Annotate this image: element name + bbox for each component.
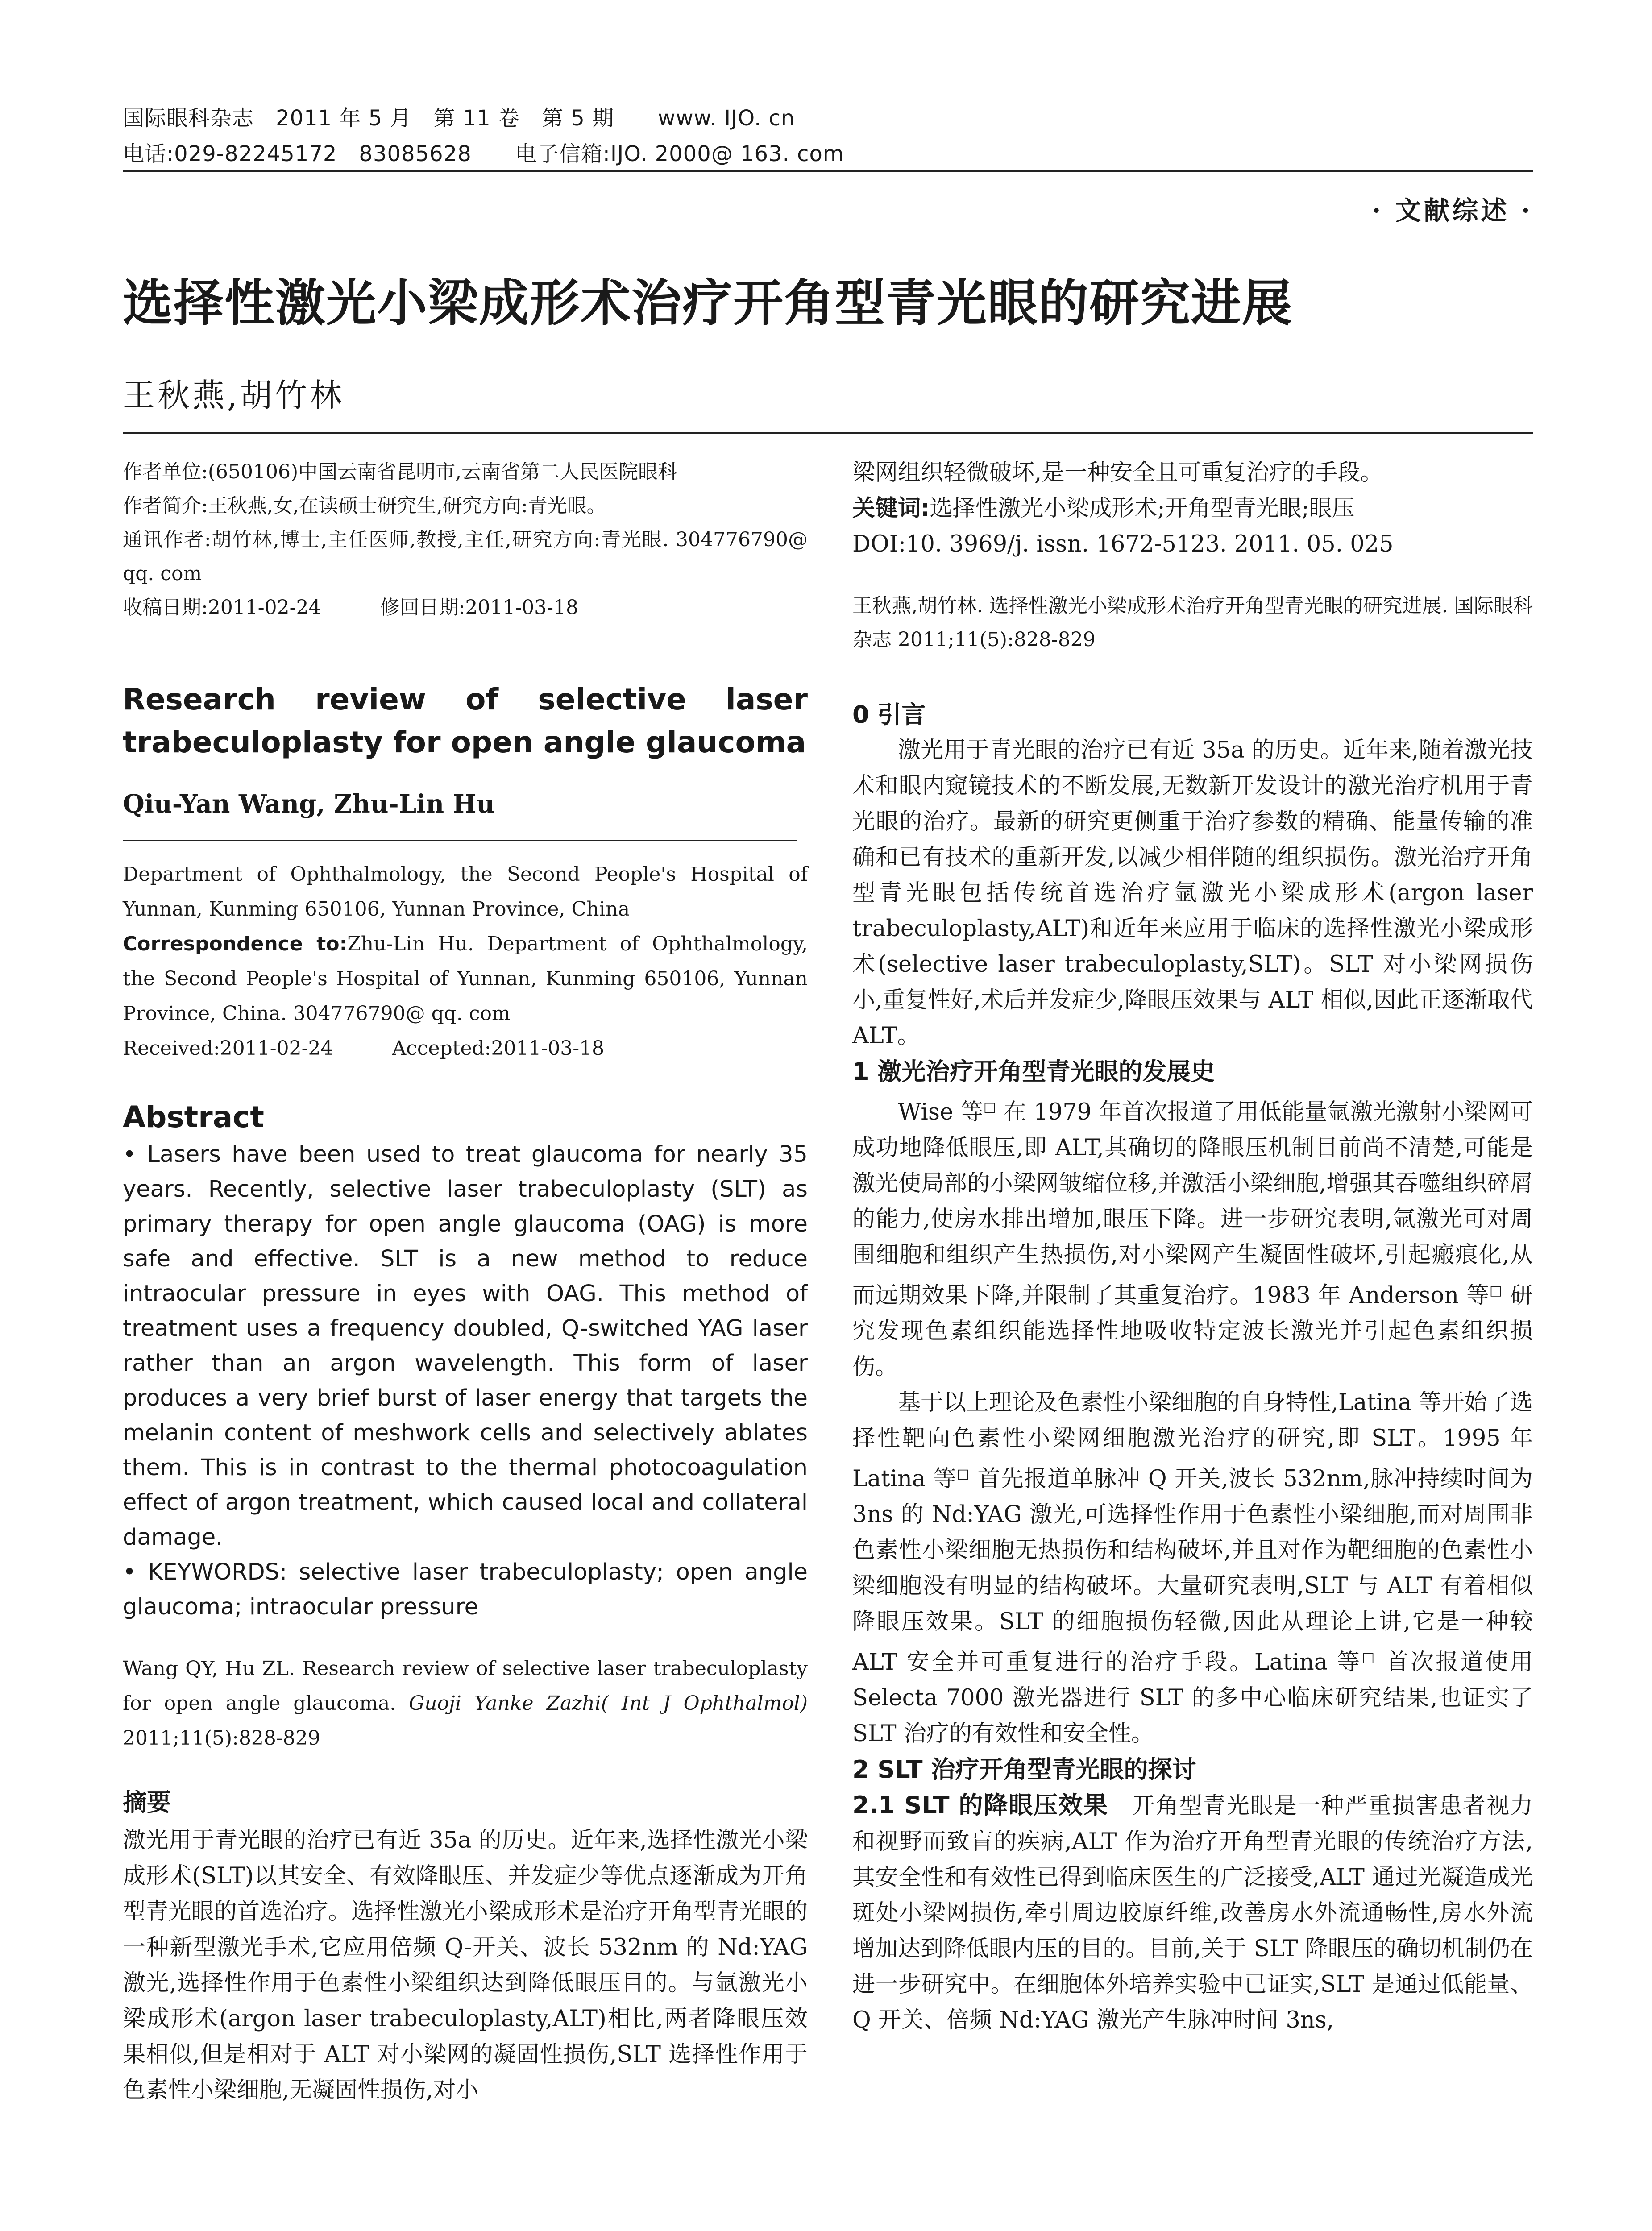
header-divider [123, 170, 1533, 172]
paragraph-segment: 研究发现色素组织能选择性地吸收特定波长激光并引起色素组织损伤。 [852, 1282, 1533, 1380]
citation-volume: 2011;11(5):828-829 [123, 1727, 320, 1750]
paragraph-segment: 首先报道单脉冲 Q 开关,波长 532nm,脉冲持续时间为 3ns 的 Nd:YAG 激光,可选择性作用于色素性小梁细胞,而对周围非色素性小梁细胞无热损伤和结构破坏,并且对作为靶细胞的色素性小梁细胞没有明显的结构破坏。大量研究表明,SLT 与 ALT 有着相似降眼压效果。SLT 的细胞损伤轻微,因此从理论上讲,它是一种较 ALT 安全并可重复进行的治疗手段。Latina 等 [852, 1466, 1533, 1675]
section-1-paragraph-1 [852, 1090, 1533, 1385]
abstract-heading: Abstract [123, 1100, 264, 1134]
english-title: Research review of selective laser trabeculoplasty for open angle glaucoma [123, 682, 808, 759]
section-0-heading: 0 引言 [852, 701, 926, 729]
affiliation: 作者单位:(650106)中国云南省昆明市,云南省第二人民医院眼科 [123, 460, 678, 483]
article-title: 选择性激光小梁成形术治疗开角型青光眼的研究进展 [123, 274, 1293, 332]
english-correspondence [123, 927, 808, 1031]
journal-header [123, 100, 1533, 172]
section-2-1-text: 开角型青光眼是一种严重损害患者视力和视野而致盲的疾病,ALT 作为治疗开角型青光眼的传统治疗方法,其安全性和有效性已得到临床医生的广泛接受,ALT 通过光凝造成光斑处小梁网损伤,牵引周边胶原纤维,改善房水外流通畅性,房水外流增加达到降低眼内压的目的。目前,关于 SLT 降眼压的确切机制仍在进一步研究中。在细胞体外培养实验中已证实,SLT 是通过低能量、Q 开关、倍频 Nd:YAG 激光产生脉冲时间 3ns, [852, 1793, 1533, 2033]
corresponding-author: 通讯作者:胡竹林,博士,主任医师,教授,主任,研究方向:青光眼. 304776790@ qq. com [123, 528, 808, 585]
section-2-1-heading: 2.1 SLT 的降眼压效果 [852, 1791, 1108, 1819]
reference-mark: □ [1361, 1650, 1377, 1665]
chinese-keywords [852, 491, 1533, 527]
chinese-abstract-text: 激光用于青光眼的治疗已有近 35a 的历史。近年来,选择性激光小梁成形术(SLT)以其安全、有效降眼压、并发症少等优点逐渐成为开角型青光眼的首选治疗。选择性激光小梁成形术是治疗开角型青光眼的一种新型激光手术,它应用倍频 Q-开关、波长 532nm 的 Nd:YAG 激光,选择性作用于色素性小梁组织达到降低眼压目的。与氩激光小梁成形术(argon laser trabeculoplasty,ALT)相比,两者降眼压效果相似,但是相对于 ALT 对小梁网的凝固性损伤,SLT 选择性作用于色素性小梁细胞,无凝固性损伤,对小 [123, 1827, 808, 2103]
section-tag: · 文献综述 · [1372, 195, 1533, 226]
keywords-english: • KEYWORDS: selective laser trabeculoplasty; open angle glaucoma; intraocular pressure [123, 1559, 808, 1620]
doi: DOI:10. 3969/j. issn. 1672-5123. 2011. 05. 025 [852, 531, 1394, 557]
english-dates: Received:2011-02-24 Accepted:2011-03-18 [123, 1037, 605, 1060]
chinese-citation: 王秋燕,胡竹林. 选择性激光小梁成形术治疗开角型青光眼的研究进展. 国际眼科杂志 2011;11(5):828-829 [852, 594, 1533, 651]
english-affiliation: Department of Ophthalmology, the Second People's Hospital of Yunnan, Kunming 650106, Yunnan Province, China [123, 863, 808, 921]
author-intro: 作者简介:王秋燕,女,在读硕士研究生,研究方向:青光眼。 [123, 494, 606, 517]
english-citation [123, 1651, 808, 1756]
reference-mark: □ [956, 1466, 970, 1482]
received-revised-dates: 收稿日期:2011-02-24 修回日期:2011-03-18 [123, 596, 579, 619]
paragraph-segment: Wise 等 [898, 1099, 984, 1125]
left-column [123, 455, 808, 2108]
paragraph-segment: 在 1979 年首次报道了用低能量氩激光激射小梁网可成功地降低眼压,即 ALT,其确切的降眼压机制目前尚不清楚,可能是激光使局部的小梁网皱缩位移,并激活小梁细胞,增强其吞噬组织碎屑的能力,使房水排出增加,眼压下降。进一步研究表明,氩激光可对周围细胞和组织产生热损伤,对小梁网产生凝固性破坏,引起瘢痕化,从而远期效果下降,并限制了其重复治疗。1983 年 Anderson 等 [852, 1099, 1533, 1309]
paragraph-segment: 基于以上理论及色素性小梁细胞的自身特性,Latina 等开始了选择性靶向色素性小梁网细胞激光治疗的研究,即 SLT。1995 年 Latina 等 [852, 1389, 1533, 1492]
citation-authors-title: Wang QY, Hu ZL. Research review of selective laser trabeculoplasty for open angle glaucoma. [123, 1657, 808, 1715]
citation-journal: Guoji Yanke Zazhi( Int J Ophthalmol) [409, 1692, 808, 1715]
section-1-heading: 1 激光治疗开角型青光眼的发展史 [852, 1057, 1215, 1086]
authors-chinese: 王秋燕,胡竹林 [123, 377, 345, 414]
reference-mark: □ [1489, 1283, 1503, 1298]
section-2-1-paragraph [852, 1787, 1533, 2038]
section-2-heading: 2 SLT 治疗开角型青光眼的探讨 [852, 1755, 1196, 1783]
keywords-label: 关键词: [852, 495, 930, 522]
authors-divider [123, 432, 1533, 434]
reference-mark: □ [983, 1099, 996, 1115]
english-authors: Qiu-Yan Wang, Zhu-Lin Hu [123, 789, 495, 819]
chinese-abstract-heading: 摘要 [123, 1788, 171, 1816]
abstract-text: • Lasers have been used to treat glaucoma for nearly 35 years. Recently, selective laser trabeculoplasty (SLT) as primary therapy for open angle glaucoma (OAG) is more safe and effective. SLT is a new method to reduce intraocular pressure in eyes with OAG. This method of treatment uses a frequency doubled, Q-switched YAG laser rather than an argon wavelength. This form of laser produces a very brief burst of laser energy that targets the melanin content of meshwork cells and selectively ablates them. This is in contrast to the thermal photocoagulation effect of argon treatment, which caused local and collateral damage. [123, 1141, 808, 1551]
correspondence-label: Correspondence to: [123, 933, 348, 955]
right-column [852, 455, 1533, 2038]
journal-info-line: 国际眼科杂志 2011 年 5 月 第 11 卷 第 5 期 www. IJO. cn [123, 106, 795, 131]
correspondence-text: Zhu-Lin Hu. Department of Ophthalmology, the Second People's Hospital of Yunnan, Kunming 650106, Yunnan Province, China. 304776790@ qq. com [123, 933, 808, 1025]
contact-info-line: 电话:029-82245172 83085628 电子信箱:IJO. 2000@ 163. com [123, 141, 844, 166]
keywords-text: 选择性激光小梁成形术;开角型青光眼;眼压 [930, 495, 1355, 522]
section-0-text: 激光用于青光眼的治疗已有近 35a 的历史。近年来,随着激光技术和眼内窥镜技术的不断发展,无数新开发设计的激光治疗机用于青光眼的治疗。最新的研究更侧重于治疗参数的精确、能量传输的准确和已有技术的重新开发,以减少相伴随的组织损伤。激光治疗开角型青光眼包括传统首选治疗氩激光小梁成形术(argon laser trabeculoplasty,ALT)和近年来应用于临床的选择性激光小梁成形术(selective laser trabeculoplasty,SLT)。SLT 对小梁网损伤小,重复性好,术后并发症少,降眼压效果与 ALT 相似,因此正逐渐取代 ALT。 [852, 737, 1533, 1049]
english-authors-divider [123, 840, 797, 841]
section-1-paragraph-2 [852, 1385, 1533, 1752]
paragraph-segment: 首次报道使用 Selecta 7000 激光器进行 SLT 的多中心临床研究结果,也证实了 SLT 治疗的有效性和安全性。 [852, 1649, 1533, 1747]
chinese-abstract-continued: 梁网组织轻微破坏,是一种安全且可重复治疗的手段。 [852, 460, 1383, 486]
